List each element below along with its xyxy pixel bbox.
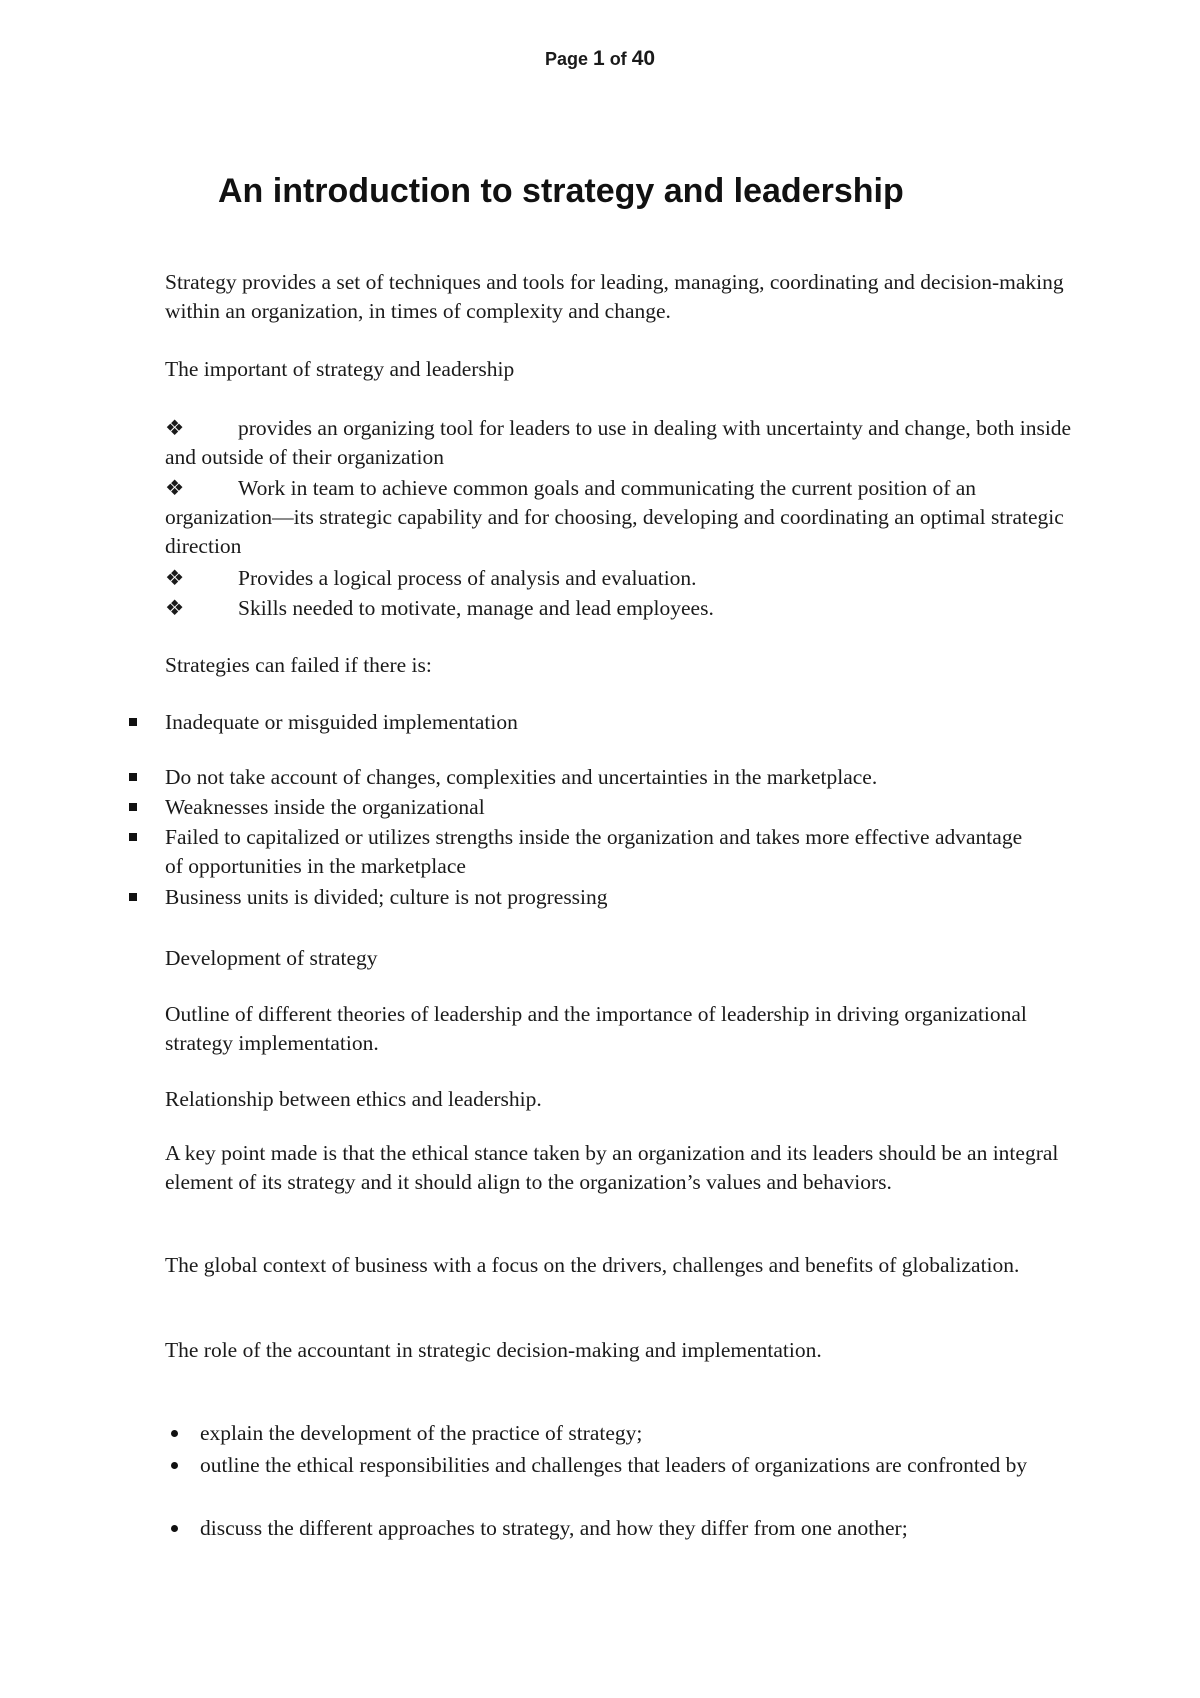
- page-header: [0, 47, 1200, 71]
- round-bullet-icon: [171, 1430, 178, 1437]
- square-bullet-icon: [129, 893, 137, 901]
- diamond-bullet-icon: ❖: [165, 476, 185, 500]
- page-label: Page: [544, 49, 588, 69]
- page-total: 40: [631, 47, 656, 70]
- importance-item: [165, 474, 1085, 561]
- intro-paragraph: Strategy provides a set of techniques and tools for leading, managing, coordinating and decision-making within an organization, in times of complexity and change.: [165, 270, 1064, 323]
- fail-item-text: Inadequate or misguided implementation: [165, 710, 518, 734]
- importance-item: [165, 564, 1085, 593]
- ethics-heading: Relationship between ethics and leadership.: [165, 1087, 542, 1111]
- square-bullet-icon: [129, 803, 137, 811]
- diamond-bullet-icon: ❖: [165, 566, 185, 590]
- development-heading: Development of strategy: [165, 946, 378, 970]
- round-bullet-icon: [171, 1462, 178, 1469]
- key-point-paragraph: A key point made is that the ethical stance taken by an organization and its leaders should be an integral element of its strategy and it should align to the organization’s values and behaviors.: [165, 1141, 1059, 1194]
- importance-heading: The important of strategy and leadership: [165, 357, 515, 381]
- fail-item-text: Weaknesses inside the organizational: [165, 795, 485, 819]
- importance-item: [165, 594, 1085, 623]
- page-number: 1: [592, 47, 605, 70]
- fail-item-text: Business units is divided; culture is not progressing: [165, 885, 608, 909]
- fail-item-text: Failed to capitalized or utilizes strengths inside the organization and takes more effective advantage of opportunities in the marketplace: [165, 825, 1023, 878]
- importance-item-text: Provides a logical process of analysis and evaluation.: [238, 566, 697, 590]
- importance-item-text: Skills needed to motivate, manage and lead employees.: [238, 596, 714, 620]
- square-bullet-icon: [129, 833, 137, 841]
- diamond-bullet-icon: ❖: [165, 596, 185, 620]
- page-of-label: of: [609, 49, 627, 69]
- objective-item-text: explain the development of the practice of strategy;: [200, 1421, 643, 1445]
- diamond-bullet-icon: ❖: [165, 416, 185, 440]
- square-bullet-icon: [129, 773, 137, 781]
- objective-item-text: outline the ethical responsibilities and challenges that leaders of organizations are confronted by: [200, 1453, 1028, 1477]
- importance-item-text: provides an organizing tool for leaders to use in dealing with uncertainty and change, both inside and outside of their organization: [165, 416, 1072, 469]
- importance-item: [165, 414, 1085, 472]
- document-title: An introduction to strategy and leadership: [218, 172, 904, 210]
- global-paragraph: The global context of business with a focus on the drivers, challenges and benefits of globalization.: [165, 1253, 1020, 1277]
- accountant-paragraph: The role of the accountant in strategic decision-making and implementation.: [165, 1338, 822, 1362]
- square-bullet-icon: [129, 718, 137, 726]
- fail-heading: Strategies can failed if there is:: [165, 653, 432, 677]
- round-bullet-icon: [171, 1525, 178, 1532]
- outline-paragraph: Outline of different theories of leadership and the importance of leadership in driving organizational strategy implementation.: [165, 1002, 1027, 1055]
- objective-item-text: discuss the different approaches to strategy, and how they differ from one another;: [200, 1516, 908, 1540]
- fail-item-text: Do not take account of changes, complexities and uncertainties in the marketplace.: [165, 765, 878, 789]
- importance-item-text: Work in team to achieve common goals and communicating the current position of an organization—its strategic capability and for choosing, developing and coordinating an optimal strategic direction: [165, 476, 1064, 558]
